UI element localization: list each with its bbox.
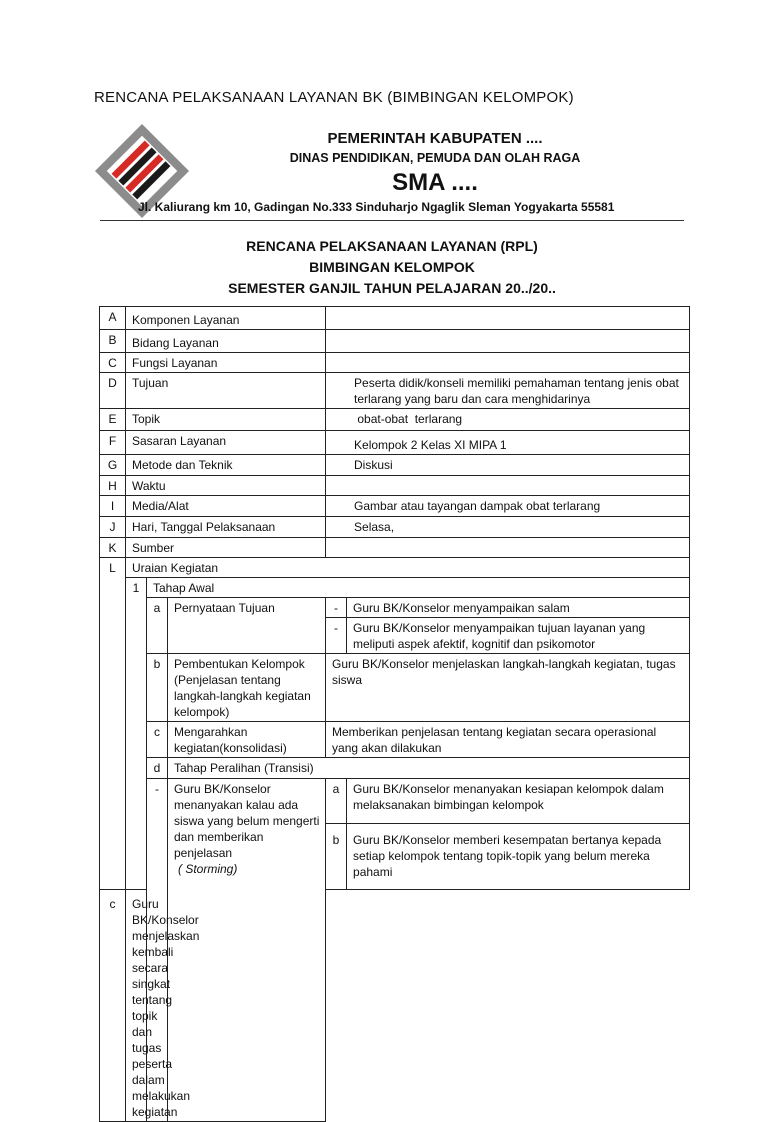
row-label: Sasaran Layanan bbox=[126, 431, 326, 455]
uraian-code: L bbox=[100, 558, 126, 890]
row-code: H bbox=[100, 476, 126, 496]
row-value bbox=[326, 476, 690, 496]
table-row bbox=[100, 496, 690, 517]
row-code: G bbox=[100, 455, 126, 476]
row-code: I bbox=[100, 496, 126, 517]
row-value: Diskusi bbox=[326, 455, 690, 476]
item-letter: d bbox=[147, 758, 168, 779]
item-bullet: - bbox=[326, 618, 347, 654]
item-label: Pembentukan Kelompok (Penjelasan tentang langkah-langkah kegiatan kelompok) bbox=[168, 654, 326, 722]
table-row bbox=[100, 431, 690, 455]
item-letter: a bbox=[326, 779, 347, 824]
item-text: Guru BK/Konselor menyampaikan tujuan layanan yang meliputi aspek afektif, kognitif dan psikomotor bbox=[347, 618, 690, 654]
row-value: Peserta didik/konseli memiliki pemahaman tentang jenis obat terlarang yang baru dan cara menghidarinya bbox=[326, 373, 690, 409]
row-code: J bbox=[100, 517, 126, 538]
stage-header-row bbox=[100, 578, 690, 598]
letterhead-department: DINAS PENDIDIKAN, PEMUDA DAN OLAH RAGA bbox=[289, 151, 581, 165]
item-text: Guru BK/Konselor menyampaikan salam bbox=[347, 598, 690, 618]
table-row bbox=[100, 330, 690, 353]
item-text: Guru BK/Konselor menanyakan kesiapan kelompok dalam melaksanakan bimbingan kelompok bbox=[347, 779, 690, 824]
row-label: Media/Alat bbox=[126, 496, 326, 517]
row-label: Fungsi Layanan bbox=[126, 353, 326, 373]
transisi-text: Guru BK/Konselor menanyakan kalau ada siswa yang belum mengerti dan memberikan penjelasan bbox=[174, 782, 320, 860]
row-label: Tujuan bbox=[126, 373, 326, 409]
row-code: A bbox=[100, 307, 126, 330]
table-row bbox=[100, 722, 690, 758]
document-heading: RENCANA PELAKSANAAN LAYANAN BK (BIMBINGAN KELOMPOK) bbox=[94, 89, 574, 106]
row-value bbox=[326, 353, 690, 373]
row-value: obat-obat terlarang bbox=[326, 409, 690, 431]
item-bullet: - bbox=[147, 779, 168, 1122]
row-code: B bbox=[100, 330, 126, 353]
row-code: E bbox=[100, 409, 126, 431]
table-row bbox=[100, 353, 690, 373]
row-value: Selasa, bbox=[326, 517, 690, 538]
item-letter: b bbox=[147, 654, 168, 722]
row-label: Waktu bbox=[126, 476, 326, 496]
rpl-title-line-3: SEMESTER GANJIL TAHUN PELAJARAN 20../20.. bbox=[228, 280, 556, 296]
item-label: Tahap Peralihan (Transisi) bbox=[168, 758, 690, 779]
table-row bbox=[100, 476, 690, 496]
row-value: Gambar atau tayangan dampak obat terlarang bbox=[326, 496, 690, 517]
row-code: K bbox=[100, 538, 126, 558]
storming-label: ( Storming) bbox=[178, 862, 238, 876]
table-row bbox=[100, 654, 690, 722]
uraian-label: Uraian Kegiatan bbox=[126, 558, 690, 578]
row-code: D bbox=[100, 373, 126, 409]
table-row bbox=[100, 758, 690, 779]
item-text: Guru BK/Konselor menjelaskan langkah-langkah kegiatan, tugas siswa bbox=[326, 654, 690, 722]
item-text: Guru BK/Konselor menjelaskan kembali secara singkat tentang topik dan tugas peserta dalam melakukan kegiatan bbox=[126, 890, 147, 1122]
item-text: Memberikan penjelasan tentang kegiatan secara operasional yang akan dilakukan bbox=[326, 722, 690, 758]
rpl-title bbox=[100, 236, 684, 299]
row-label: Komponen Layanan bbox=[126, 307, 326, 330]
row-label: Hari, Tanggal Pelaksanaan bbox=[126, 517, 326, 538]
rpl-title-line-1: RENCANA PELAKSANAAN LAYANAN (RPL) bbox=[246, 238, 538, 254]
table-row bbox=[100, 779, 690, 824]
item-letter: a bbox=[147, 598, 168, 654]
transisi-label bbox=[168, 779, 326, 1122]
letterhead-school: SMA .... bbox=[392, 169, 478, 196]
item-letter: c bbox=[147, 722, 168, 758]
item-text: Guru BK/Konselor memberi kesempatan bertanya kepada setiap kelompok tentang topik-topik yang belum mereka pahami bbox=[347, 824, 690, 890]
row-label: Metode dan Teknik bbox=[126, 455, 326, 476]
rpl-table bbox=[99, 306, 690, 1122]
uraian-header-row bbox=[100, 558, 690, 578]
stage-label: Tahap Awal bbox=[147, 578, 690, 598]
row-label: Sumber bbox=[126, 538, 326, 558]
row-value bbox=[326, 538, 690, 558]
item-letter: b bbox=[326, 824, 347, 890]
table-row bbox=[100, 517, 690, 538]
row-label: Bidang Layanan bbox=[126, 330, 326, 353]
row-label: Topik bbox=[126, 409, 326, 431]
letterhead-divider bbox=[100, 220, 684, 221]
letterhead-address: Jl. Kaliurang km 10, Gadingan No.333 Sinduharjo Ngaglik Sleman Yogyakarta 55581 bbox=[138, 200, 615, 214]
row-value bbox=[326, 307, 690, 330]
table-row bbox=[100, 373, 690, 409]
item-bullet: - bbox=[326, 598, 347, 618]
row-value bbox=[326, 330, 690, 353]
item-letter: c bbox=[100, 890, 126, 1122]
table-row bbox=[100, 598, 690, 618]
letterhead-government: PEMERINTAH KABUPATEN .... bbox=[327, 130, 543, 147]
item-label: Pernyataan Tujuan bbox=[168, 598, 326, 654]
row-value: Kelompok 2 Kelas XI MIPA 1 bbox=[326, 431, 690, 455]
table-row bbox=[100, 455, 690, 476]
item-label: Mengarahkan kegiatan(konsolidasi) bbox=[168, 722, 326, 758]
table-row bbox=[100, 409, 690, 431]
stage-number: 1 bbox=[126, 578, 147, 890]
table-row bbox=[100, 307, 690, 330]
table-row bbox=[100, 538, 690, 558]
row-code: C bbox=[100, 353, 126, 373]
row-code: F bbox=[100, 431, 126, 455]
letterhead bbox=[190, 130, 680, 198]
rpl-title-line-2: BIMBINGAN KELOMPOK bbox=[309, 259, 475, 275]
